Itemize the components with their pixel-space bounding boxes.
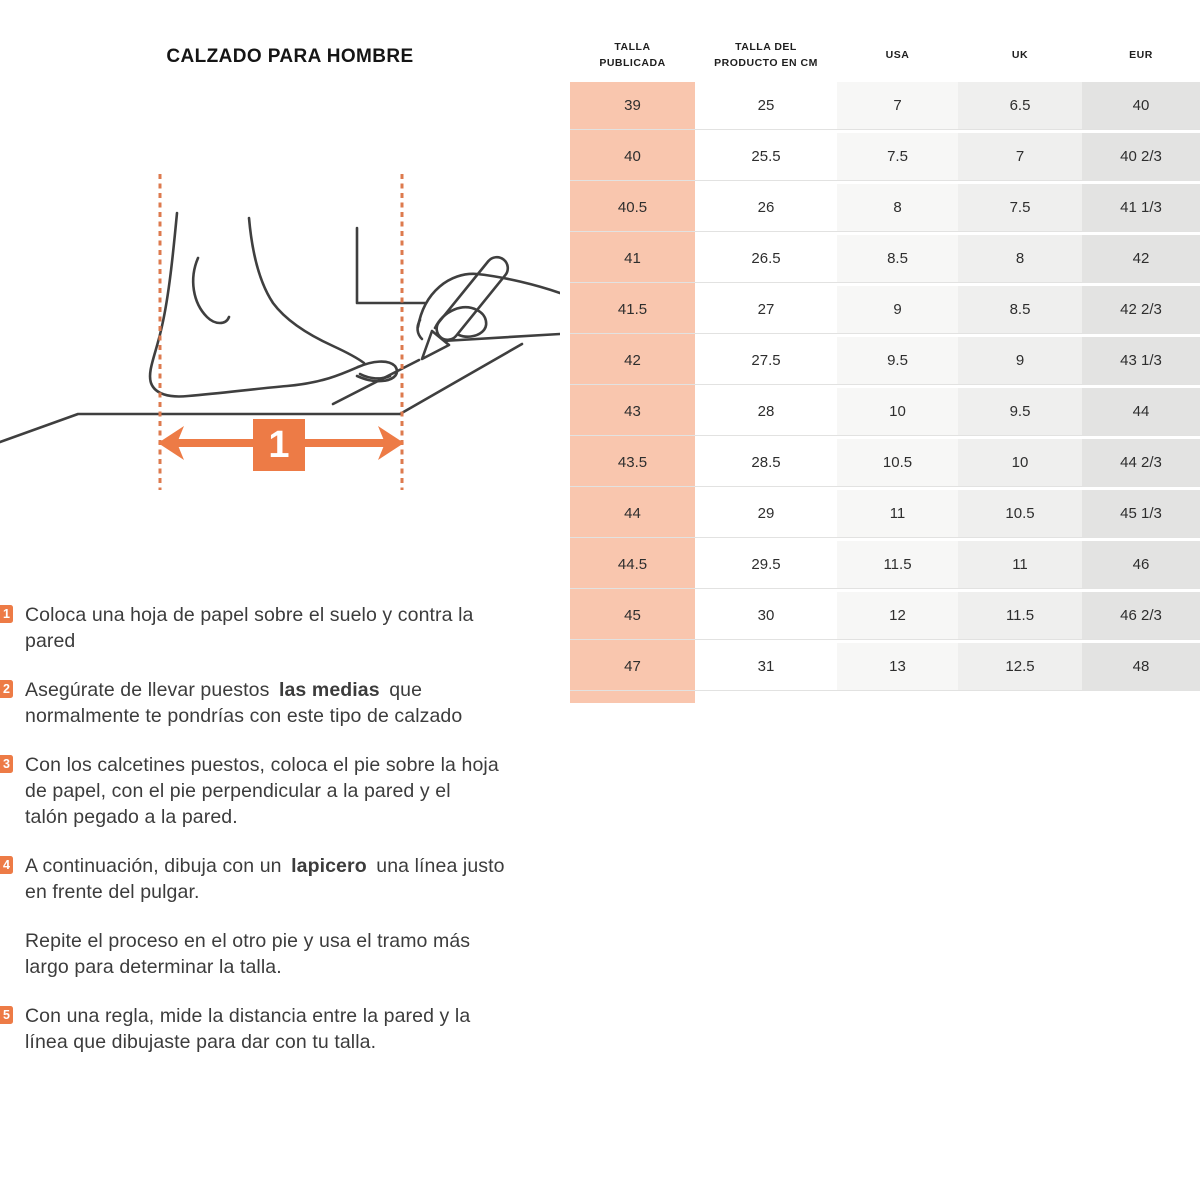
table-cell: 13 xyxy=(837,643,958,690)
table-cell: 31 xyxy=(695,643,837,690)
table-cell: 47 xyxy=(624,658,641,675)
measure-step-label: 1 xyxy=(268,424,290,466)
table-cell: 9 xyxy=(837,286,958,333)
table-cell: 8.5 xyxy=(958,286,1082,333)
table-cell: 44 xyxy=(624,505,641,522)
table-cell: 44 2/3 xyxy=(1082,439,1200,486)
instructions-list xyxy=(0,0,580,1200)
table-cell: 44 xyxy=(1082,388,1200,435)
table-cell: 11.5 xyxy=(958,592,1082,639)
table-cell: 7.5 xyxy=(837,133,958,180)
table-cell: 27 xyxy=(695,286,837,333)
step-number-badge: 2 xyxy=(0,680,13,698)
table-cell: 11 xyxy=(958,541,1082,588)
instruction-line xyxy=(25,879,560,905)
instruction-line xyxy=(25,853,560,879)
table-cell: 7 xyxy=(958,133,1082,180)
table-cell: 40 xyxy=(1082,82,1200,129)
instruction-line xyxy=(25,928,560,954)
table-cell: 26.5 xyxy=(695,235,837,282)
page-title: CALZADO PARA HOMBRE xyxy=(166,46,414,67)
instruction-line xyxy=(25,1003,560,1029)
table-cell: 43.5 xyxy=(617,454,648,471)
table-row xyxy=(570,82,1200,130)
table-cell: 29 xyxy=(695,490,837,537)
table-row xyxy=(570,184,1200,232)
table-row xyxy=(570,286,1200,334)
table-cell: 8 xyxy=(837,184,958,231)
instruction-text: normalmente te pondrías con este tipo de calzado xyxy=(25,705,463,727)
table-cell: 46 xyxy=(1082,541,1200,588)
step-number-badge: 4 xyxy=(0,856,13,874)
header-line: PRODUCTO EN CM xyxy=(714,57,818,69)
instruction-line xyxy=(25,1029,560,1055)
instruction-line xyxy=(25,703,560,729)
table-cell: 41 1/3 xyxy=(1082,184,1200,231)
header-line: USA xyxy=(885,49,910,62)
table-cell: 42 2/3 xyxy=(1082,286,1200,333)
size-table-header xyxy=(570,30,1200,82)
table-cell: 9.5 xyxy=(837,337,958,384)
table-cell: 9.5 xyxy=(958,388,1082,435)
header-line: UK xyxy=(1011,49,1029,62)
table-cell: 46 2/3 xyxy=(1082,592,1200,639)
table-cell: 39 xyxy=(624,97,641,114)
header-line: EUR xyxy=(1129,49,1153,62)
size-table-header-cell xyxy=(837,48,958,64)
table-cell: 43 xyxy=(624,403,641,420)
table-cell: 30 xyxy=(695,592,837,639)
instruction-line xyxy=(25,602,560,628)
instruction-step-2 xyxy=(0,677,560,729)
instruction-line xyxy=(25,778,560,804)
table-row xyxy=(570,388,1200,436)
table-cell: 11.5 xyxy=(837,541,958,588)
table-cell: 25.5 xyxy=(695,133,837,180)
instruction-step-3 xyxy=(0,752,560,830)
table-cell: 28 xyxy=(695,388,837,435)
table-cell: 10.5 xyxy=(837,439,958,486)
size-table-header-cell xyxy=(958,48,1082,64)
instruction-text: largo para determinar la talla. xyxy=(25,956,282,978)
table-cell: 8 xyxy=(958,235,1082,282)
instruction-note xyxy=(0,928,560,980)
table-cell: 44.5 xyxy=(617,556,648,573)
table-cell: 8.5 xyxy=(837,235,958,282)
table-cell: 41 xyxy=(624,250,641,267)
table-cell: 10.5 xyxy=(958,490,1082,537)
size-table-header-cell xyxy=(570,40,695,72)
table-row xyxy=(570,235,1200,283)
instruction-step-5 xyxy=(0,1003,560,1055)
instruction-text: Coloca una hoja de papel sobre el suelo y contra la xyxy=(25,604,474,626)
instruction-line xyxy=(25,628,560,654)
table-cell: 6.5 xyxy=(958,82,1082,129)
table-row xyxy=(570,337,1200,385)
table-row xyxy=(570,490,1200,538)
table-cell: 40 2/3 xyxy=(1082,133,1200,180)
table-cell: 40 xyxy=(624,148,641,165)
instruction-bold-text: lapicero xyxy=(291,855,367,877)
table-cell: 45 1/3 xyxy=(1082,490,1200,537)
instruction-text: talón pegado a la pared. xyxy=(25,806,238,828)
table-cell: 7.5 xyxy=(958,184,1082,231)
table-cell: 42 xyxy=(1082,235,1200,282)
table-cell: 26 xyxy=(695,184,837,231)
instruction-line xyxy=(25,677,560,703)
instruction-line xyxy=(25,752,560,778)
step-number-badge: 5 xyxy=(0,1006,13,1024)
instruction-text: de papel, con el pie perpendicular a la pared y el xyxy=(25,780,451,802)
table-cell: 27.5 xyxy=(695,337,837,384)
table-cell: 29.5 xyxy=(695,541,837,588)
size-table xyxy=(570,30,1200,694)
table-row xyxy=(570,133,1200,181)
instruction-text: Asegúrate de llevar puestos xyxy=(25,679,270,701)
instruction-step-4 xyxy=(0,853,560,905)
table-row xyxy=(570,541,1200,589)
table-cell: 43 1/3 xyxy=(1082,337,1200,384)
table-cell: 45 xyxy=(624,607,641,624)
table-cell: 48 xyxy=(1082,643,1200,690)
table-cell: 40.5 xyxy=(617,199,648,216)
step-number-badge: 3 xyxy=(0,755,13,773)
instruction-text: Con una regla, mide la distancia entre la pared y la xyxy=(25,1005,471,1027)
instruction-text: que xyxy=(389,679,423,701)
instruction-text: Repite el proceso en el otro pie y usa el tramo más xyxy=(25,930,471,952)
instruction-step-1 xyxy=(0,602,560,654)
table-cell: 25 xyxy=(695,82,837,129)
size-table-header-cell xyxy=(1082,48,1200,64)
table-cell: 28.5 xyxy=(695,439,837,486)
header-line: TALLA xyxy=(614,41,651,54)
table-cell: 9 xyxy=(958,337,1082,384)
instruction-text: línea que dibujaste para dar con tu talla. xyxy=(25,1031,377,1053)
table-cell: 7 xyxy=(837,82,958,129)
table-row xyxy=(570,592,1200,640)
instruction-bold-text: las medias xyxy=(278,679,380,701)
table-cell: 12 xyxy=(837,592,958,639)
table-cell: 10 xyxy=(958,439,1082,486)
step-number-badge: 1 xyxy=(0,605,13,623)
table-row xyxy=(570,439,1200,487)
instruction-text: Con los calcetines puestos, coloca el pie sobre la hoja xyxy=(25,754,499,776)
table-cell: 42 xyxy=(624,352,641,369)
instruction-text: pared xyxy=(25,630,76,652)
header-line: TALLA DEL xyxy=(735,41,797,54)
instruction-text: A continuación, dibuja con un xyxy=(25,855,282,877)
table-cell: 11 xyxy=(837,490,958,537)
instruction-text: en frente del pulgar. xyxy=(25,881,200,903)
instruction-line xyxy=(25,954,560,980)
table-cell: 41.5 xyxy=(617,301,648,318)
instruction-text: una línea justo xyxy=(376,855,505,877)
table-cell: 10 xyxy=(837,388,958,435)
table-row xyxy=(570,643,1200,691)
instruction-line xyxy=(25,804,560,830)
header-line: PUBLICADA xyxy=(599,57,666,69)
table-cell: 12.5 xyxy=(958,643,1082,690)
size-table-header-cell xyxy=(695,40,837,72)
